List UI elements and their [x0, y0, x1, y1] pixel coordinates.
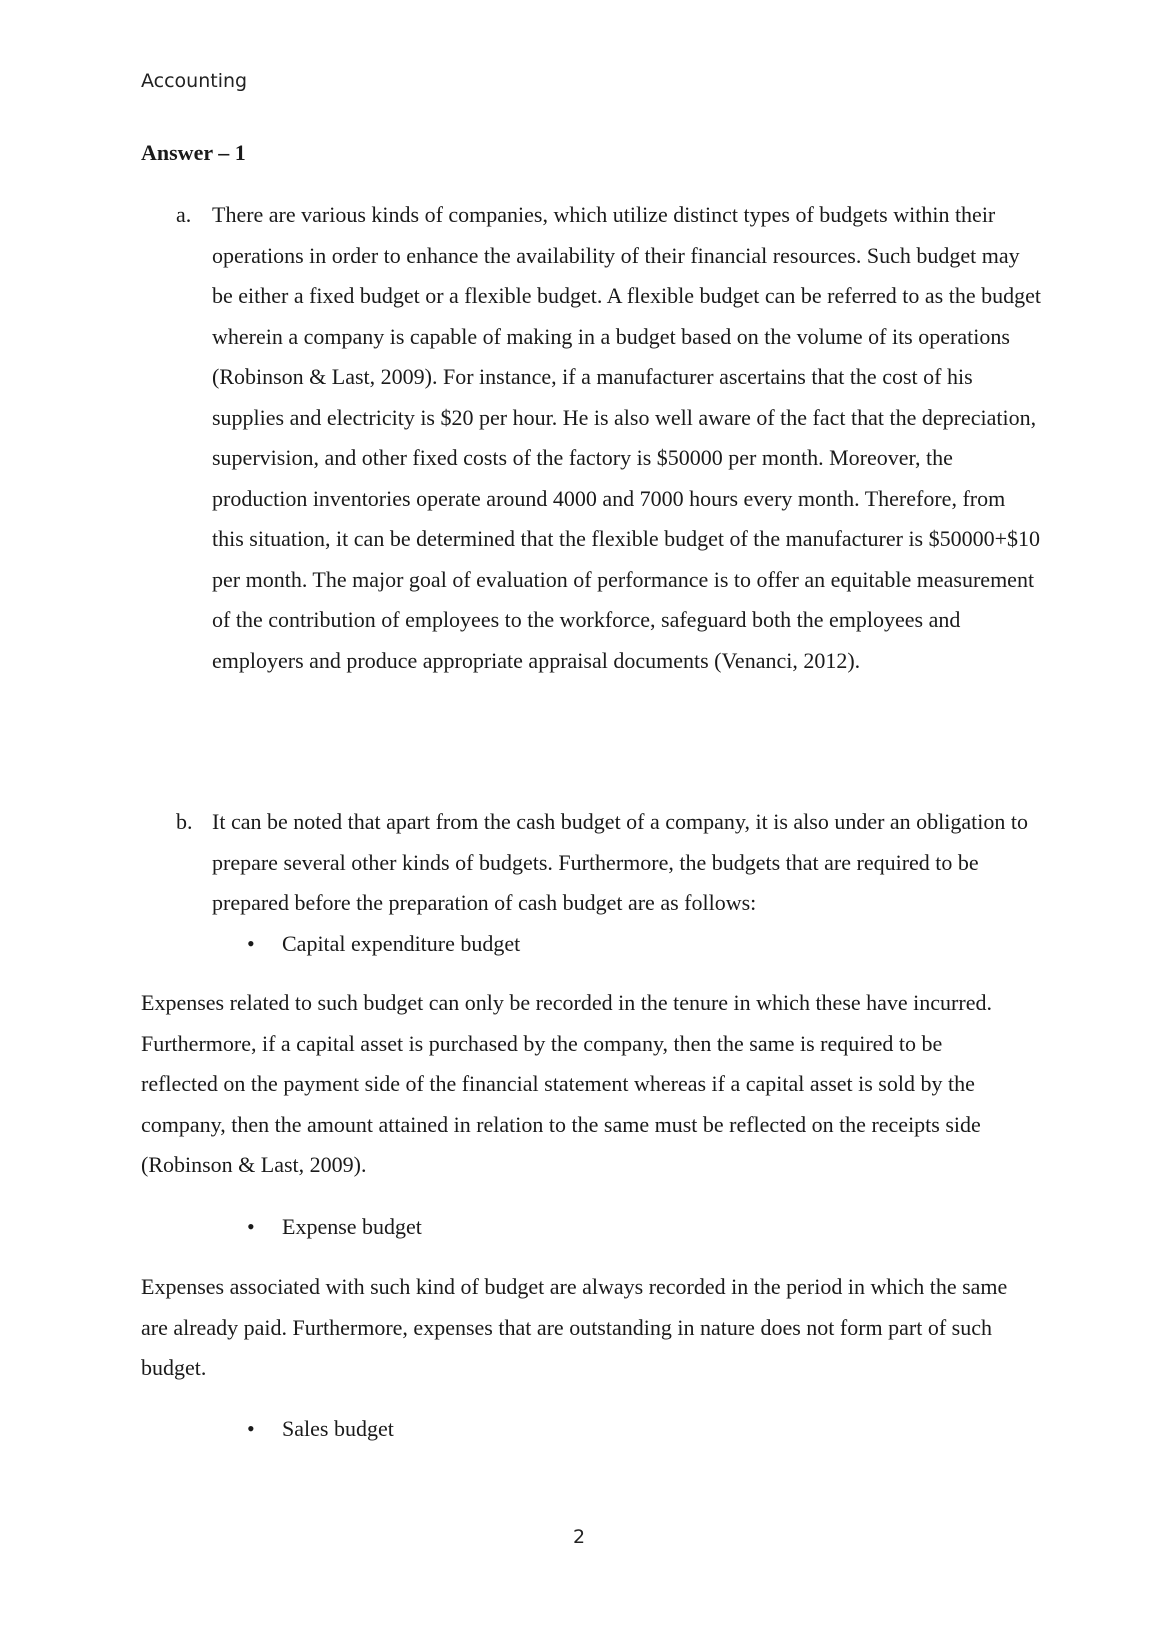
bullet-label: Capital expenditure budget — [282, 931, 521, 956]
page-number: 2 — [572, 1526, 586, 1548]
paragraph-expense-budget: Expenses associated with such kind of budget are always recorded in the period in which the same are already paid. Furthermore, expenses that are outstanding in nature does not form part of such budget. — [141, 1274, 1008, 1380]
bullet-icon: • — [247, 1214, 255, 1239]
section-heading: Answer – 1 — [141, 140, 246, 165]
bullet-expense-budget — [141, 1207, 1041, 1248]
bullet-capital-expenditure — [141, 924, 1041, 965]
bullet-sales-budget — [141, 1409, 1041, 1450]
running-header: Accounting — [141, 70, 248, 92]
list-marker: b. — [176, 809, 193, 834]
list-item-a — [141, 195, 1041, 681]
list-item-b — [141, 802, 1041, 924]
paragraph-capital-expenditure: Expenses related to such budget can only be recorded in the tenure in which these have incurred. Furthermore, if a capital asset is purchased by the company, then the same is required to be reflected on the payment side of the financial statement whereas if a capital asset is sold by the company, then the amount attained in relation to the same must be reflected on the receipts side (Robinson & Last, 2009). — [141, 990, 992, 1177]
list-item-text: There are various kinds of companies, which utilize distinct types of budgets within their operations in order to enhance the availability of their financial resources. Such budget may be either a fixed budget or a flexible budget. A flexible budget can be referred to as the budget wherein a company is capable of making in a budget based on the volume of its operations (Robinson & Last, 2009). For instance, if a manufacturer ascertains that the cost of his supplies and electricity is $20 per hour. He is also well aware of the fact that the depreciation, supervision, and other fixed costs of the factory is $50000 per month. Moreover, the production inventories operate around 4000 and 7000 hours every month. Therefore, from this situation, it can be determined that the flexible budget of the manufacturer is $50000+$10 per month. The major goal of evaluation of performance is to offer an equitable measurement of the contribution of employees to the workforce, safeguard both the employees and employers and produce appropriate appraisal documents (Venanci, 2012). — [212, 202, 1041, 673]
list-marker: a. — [176, 202, 192, 227]
bullet-icon: • — [247, 1416, 255, 1441]
bullet-icon: • — [247, 931, 255, 956]
bullet-label: Expense budget — [282, 1214, 422, 1239]
list-item-text: It can be noted that apart from the cash budget of a company, it is also under an obligation to prepare several other kinds of budgets. Furthermore, the budgets that are required to be prepared before the preparation of cash budget are as follows: — [212, 809, 1028, 915]
bullet-label: Sales budget — [282, 1416, 394, 1441]
